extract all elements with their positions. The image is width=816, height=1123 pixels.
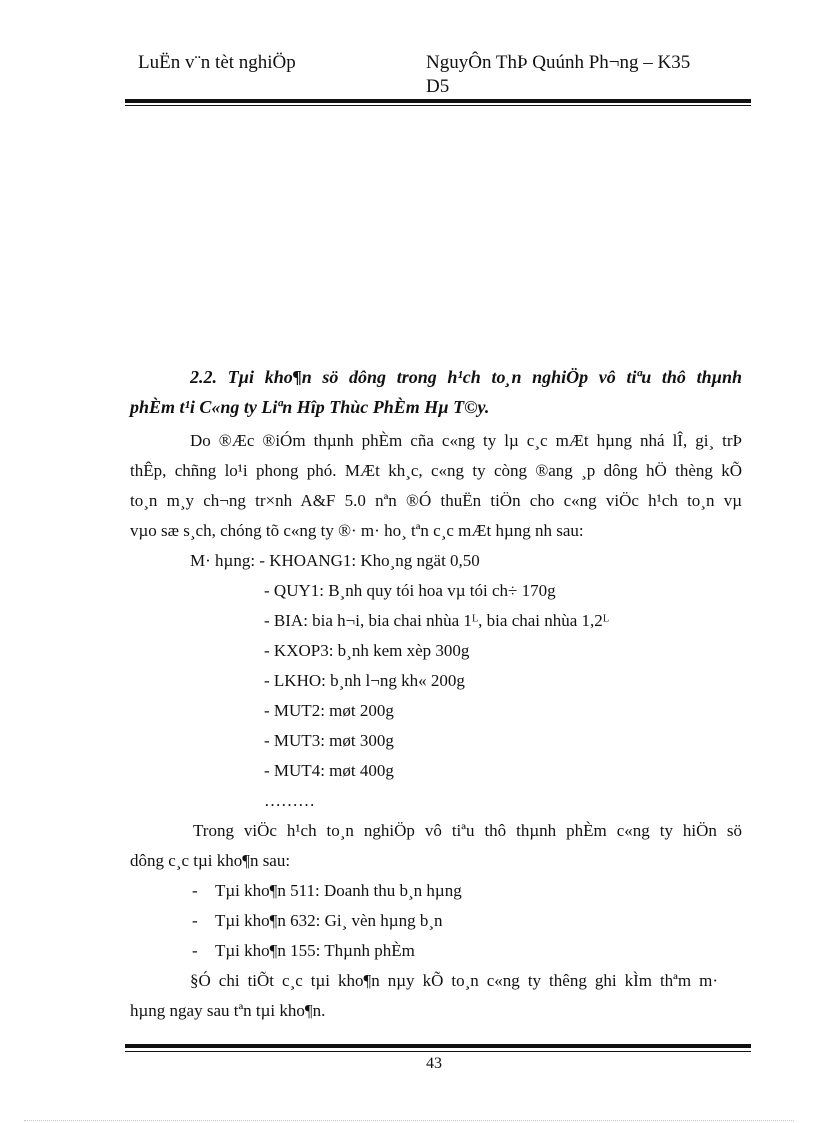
paragraph-2-line-2: dông c¸c tµi kho¶n sau: bbox=[130, 851, 291, 870]
paragraph-1-line-2: thÊp, chñng lo¹i phong phó. MÆt kh¸c, c«ng ty còng ®ang ¸p dông hÖ thèng kÕ bbox=[130, 461, 742, 480]
product-code-item: - MUT4: møt 400g bbox=[264, 761, 394, 780]
paragraph-2-line-1: Trong viÖc h¹ch to¸n nghiÖp vô tiªu thô thµnh phÈm c«ng ty hiÖn sö bbox=[193, 821, 742, 840]
header-class-code: D5 bbox=[426, 76, 450, 97]
product-code-item: - LKHO: b¸nh l¬ng kh« 200g bbox=[264, 671, 465, 690]
product-code-item: - MUT2: møt 200g bbox=[264, 701, 394, 720]
product-code-item: - QUY1: B¸nh quy tói hoa vµ tói ch÷ 170g bbox=[264, 581, 556, 600]
account-list-bullet: - bbox=[192, 941, 198, 960]
product-code-ellipsis: ……… bbox=[264, 791, 315, 810]
section-heading-line-2: phÈm t¹i C«ng ty Liªn Hîp Thùc PhÈm Hµ T©y. bbox=[130, 397, 490, 417]
header-author: NguyÔn ThÞ Quúnh Ph¬ng – K35 bbox=[426, 52, 691, 73]
header-rule-thick bbox=[125, 99, 751, 103]
paragraph-3-line-2: hµng ngay sau tªn tµi kho¶n. bbox=[130, 1001, 326, 1020]
footer-rule-thick bbox=[125, 1044, 751, 1048]
page-number: 43 bbox=[426, 1055, 442, 1072]
product-codes-intro: M· hµng: - KHOANG1: Kho¸ng ngät 0,50 bbox=[190, 551, 480, 570]
section-heading-line-1: 2.2. Tµi kho¶n sö dông trong h¹ch to¸n nghiÖp vô tiªu thô thµnh bbox=[190, 367, 742, 387]
account-list-bullet: - bbox=[192, 911, 198, 930]
account-list-item: Tµi kho¶n 155: Thµnh phÈm bbox=[215, 941, 415, 960]
header-rule-thin bbox=[125, 105, 751, 106]
page-edge-divider bbox=[24, 1120, 794, 1121]
paragraph-1-line-4: vµo sæ s¸ch, chóng tõ c«ng ty ®· m· ho¸ tªn c¸c mÆt hµng nh sau: bbox=[130, 521, 584, 540]
header-left-title: LuËn v¨n tèt nghiÖp bbox=[138, 52, 296, 73]
product-code-item: - BIA: bia h¬i, bia chai nhùa 1ᴸ, bia chai nhùa 1,2ᴸ bbox=[264, 611, 610, 630]
footer-rule-thin bbox=[125, 1051, 751, 1052]
product-code-item: - KXOP3: b¸nh kem xèp 300g bbox=[264, 641, 470, 660]
product-code-item: - MUT3: møt 300g bbox=[264, 731, 394, 750]
account-list-item: Tµi kho¶n 632: Gi¸ vèn hµng b¸n bbox=[215, 911, 443, 930]
paragraph-3-line-1: §Ó chi tiÕt c¸c tµi kho¶n nµy kÕ to¸n c«ng ty thêng ghi kÌm thªm m· bbox=[190, 971, 718, 990]
paragraph-1-line-3: to¸n m¸y ch¬ng tr×nh A&F 5.0 nªn ®Ó thuËn tiÖn cho c«ng viÖc h¹ch to¸n vµ bbox=[130, 491, 742, 510]
paragraph-1-line-1: Do ®Æc ®iÓm thµnh phÈm cña c«ng ty lµ c¸c mÆt hµng nhá lÎ, gi¸ trÞ bbox=[190, 431, 742, 450]
account-list-item: Tµi kho¶n 511: Doanh thu b¸n hµng bbox=[215, 881, 462, 900]
account-list-bullet: - bbox=[192, 881, 198, 900]
